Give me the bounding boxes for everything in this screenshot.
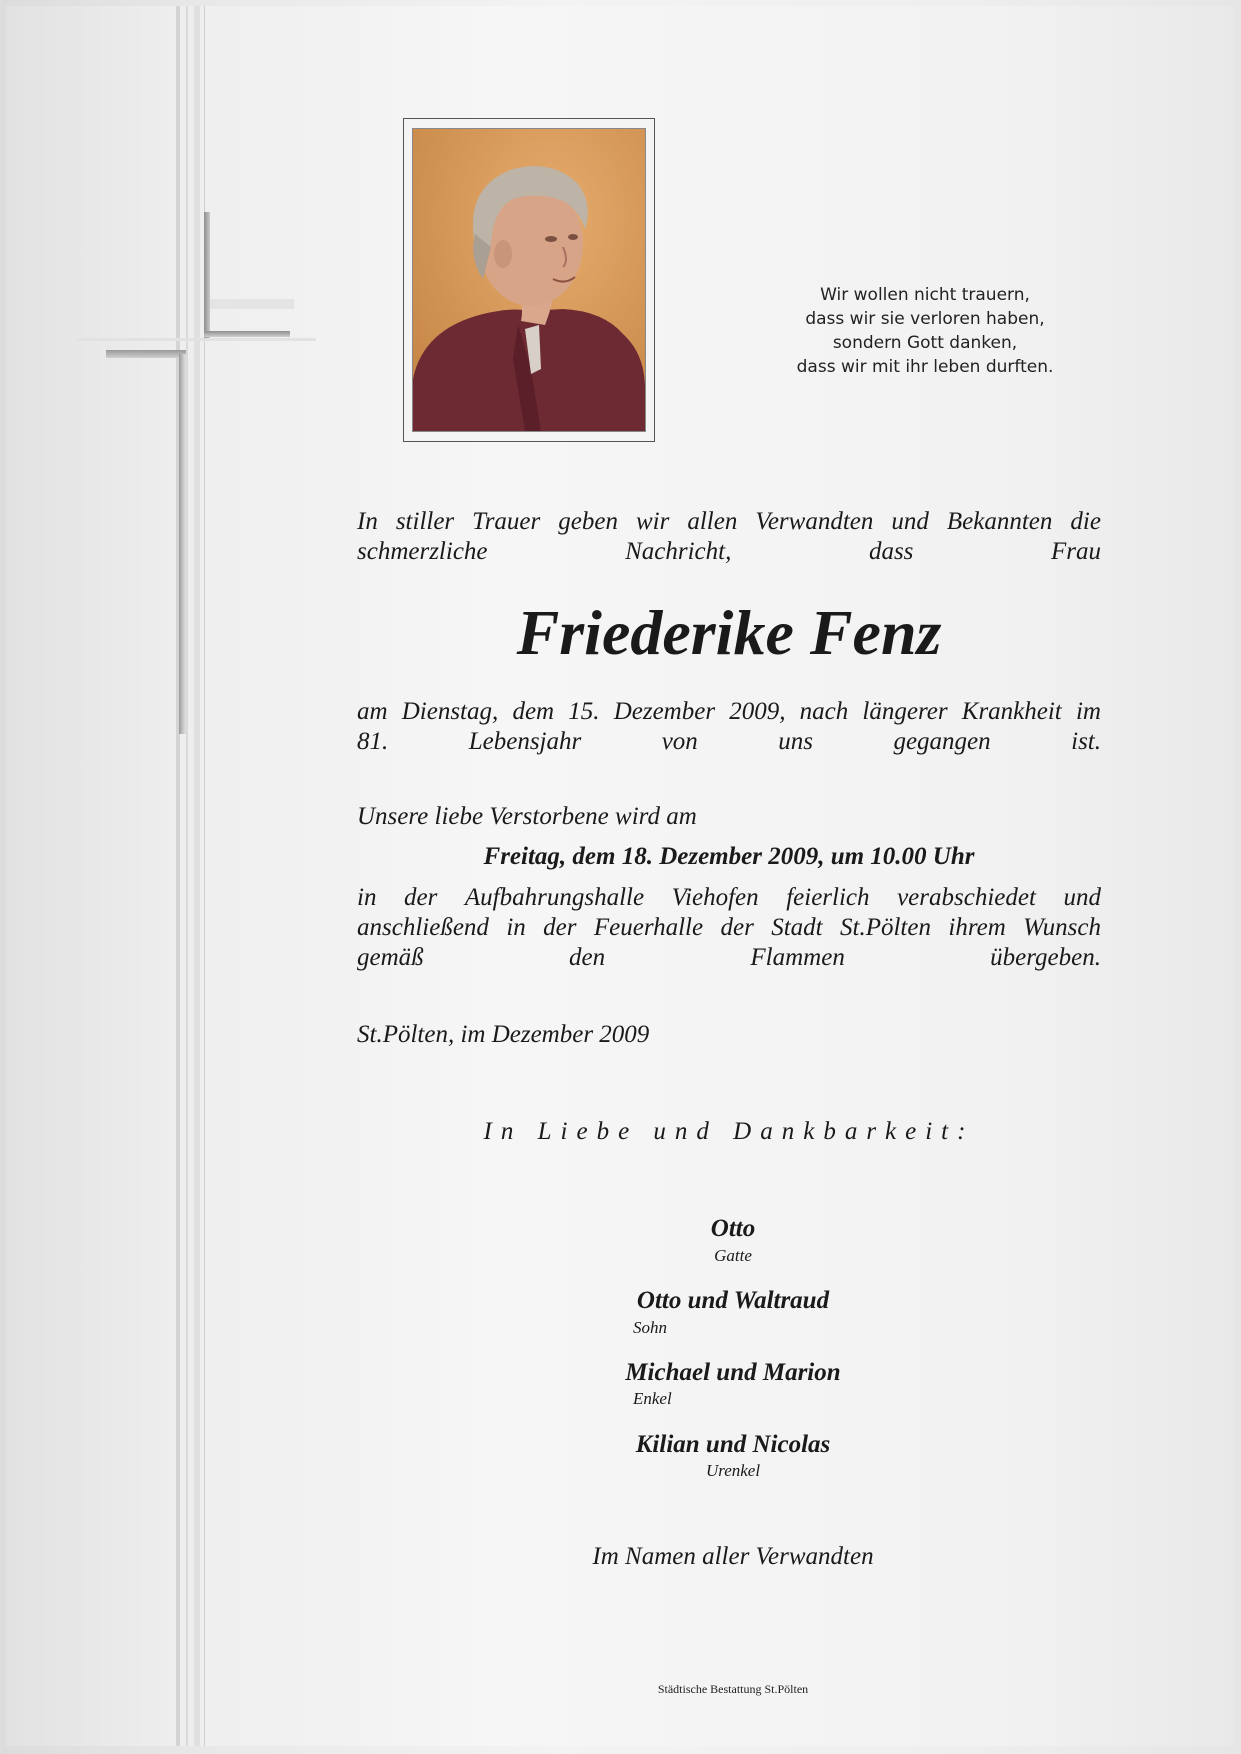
word: die: [1070, 508, 1101, 535]
quote-line: dass wir mit ihr leben durften.: [796, 357, 1054, 377]
decorative-stripe: [176, 6, 180, 1746]
intro-paragraph: [357, 507, 1101, 567]
decorative-stripe: [194, 6, 200, 1746]
decorative-stripe: [186, 6, 188, 1746]
word: verabschiedet: [897, 884, 1036, 911]
word: im: [1075, 698, 1101, 725]
word: Trauer: [472, 508, 541, 535]
word: längerer: [862, 698, 948, 725]
death-line-2: 81. Lebensjahr von uns gegangen ist.: [357, 728, 1101, 755]
gratitude-heading: In Liebe und Dankbarkeit:: [483, 1118, 975, 1145]
word: dem: [512, 698, 555, 725]
word: Aufbahrungshalle: [464, 884, 645, 911]
word: In: [357, 508, 378, 535]
word: nach: [799, 698, 849, 725]
word: 15.: [568, 698, 600, 725]
funeral-home-footer: Städtische Bestattung St.Pölten: [657, 1682, 809, 1696]
closing-line: Im Namen aller Verwandten: [592, 1543, 874, 1570]
word: und: [1063, 884, 1101, 911]
word: stiller: [395, 508, 455, 535]
word: allen: [687, 508, 738, 535]
mourner-name: Otto und Waltraud: [636, 1287, 830, 1314]
mourner-role: Gatte: [714, 1246, 752, 1265]
word: Stadt: [771, 914, 823, 941]
mourner-role: Urenkel: [705, 1461, 761, 1480]
deceased-name: Friederike Fenz: [516, 597, 942, 668]
word: am: [357, 698, 388, 725]
mourner-name: Michael und Marion: [625, 1359, 841, 1386]
intro-line-2: schmerzliche Nachricht, dass Frau: [357, 538, 1101, 565]
ceremony-intro: Unsere liebe Verstorbene wird am: [357, 803, 697, 830]
mourner-role: Sohn: [633, 1318, 667, 1337]
ceremony-line-2: [357, 913, 1101, 943]
death-line-1: [357, 697, 1101, 727]
death-paragraph: [357, 697, 1101, 757]
intro-line-1: [357, 507, 1101, 537]
word: anschließend: [357, 914, 489, 941]
word: geben: [558, 508, 618, 535]
quote-line: Wir wollen nicht trauern,: [820, 285, 1030, 305]
word: Wunsch: [1023, 914, 1101, 941]
ceremony-line-3: gemäß den Flammen übergeben.: [357, 944, 1101, 971]
word: Viehofen: [671, 884, 759, 911]
portrait-frame: [403, 118, 655, 442]
portrait-photo: [412, 128, 646, 432]
word: Feuerhalle: [593, 914, 704, 941]
word: Bekannten: [946, 508, 1053, 535]
word: ihrem: [948, 914, 1006, 941]
word: und: [891, 508, 929, 535]
word: Dienstag,: [401, 698, 499, 725]
ceremony-line-1: [357, 883, 1101, 913]
quote-line: dass wir sie verloren haben,: [805, 309, 1045, 329]
word: St.Pölten: [840, 914, 931, 941]
word: der: [404, 884, 438, 911]
mourner-role: Enkel: [633, 1389, 672, 1408]
word: Krankheit: [961, 698, 1062, 725]
place-date: St.Pölten, im Dezember 2009: [357, 1021, 650, 1048]
word: feierlich: [786, 884, 870, 911]
word: Verwandten: [755, 508, 874, 535]
word: der: [543, 914, 577, 941]
word: in: [506, 914, 526, 941]
ceremony-paragraph: [357, 883, 1101, 973]
word: der: [720, 914, 754, 941]
mourner-name: Otto: [710, 1215, 756, 1242]
quote-line: sondern Gott danken,: [832, 333, 1018, 353]
ceremony-date: Freitag, dem 18. Dezember 2009, um 10.00 Uhr: [483, 843, 975, 870]
word: Dezember: [613, 698, 716, 725]
memorial-quote: [770, 283, 1080, 379]
word: in: [357, 884, 377, 911]
mourner-name: Kilian und Nicolas: [635, 1431, 831, 1458]
word: wir: [635, 508, 670, 535]
word: 2009,: [729, 698, 786, 725]
